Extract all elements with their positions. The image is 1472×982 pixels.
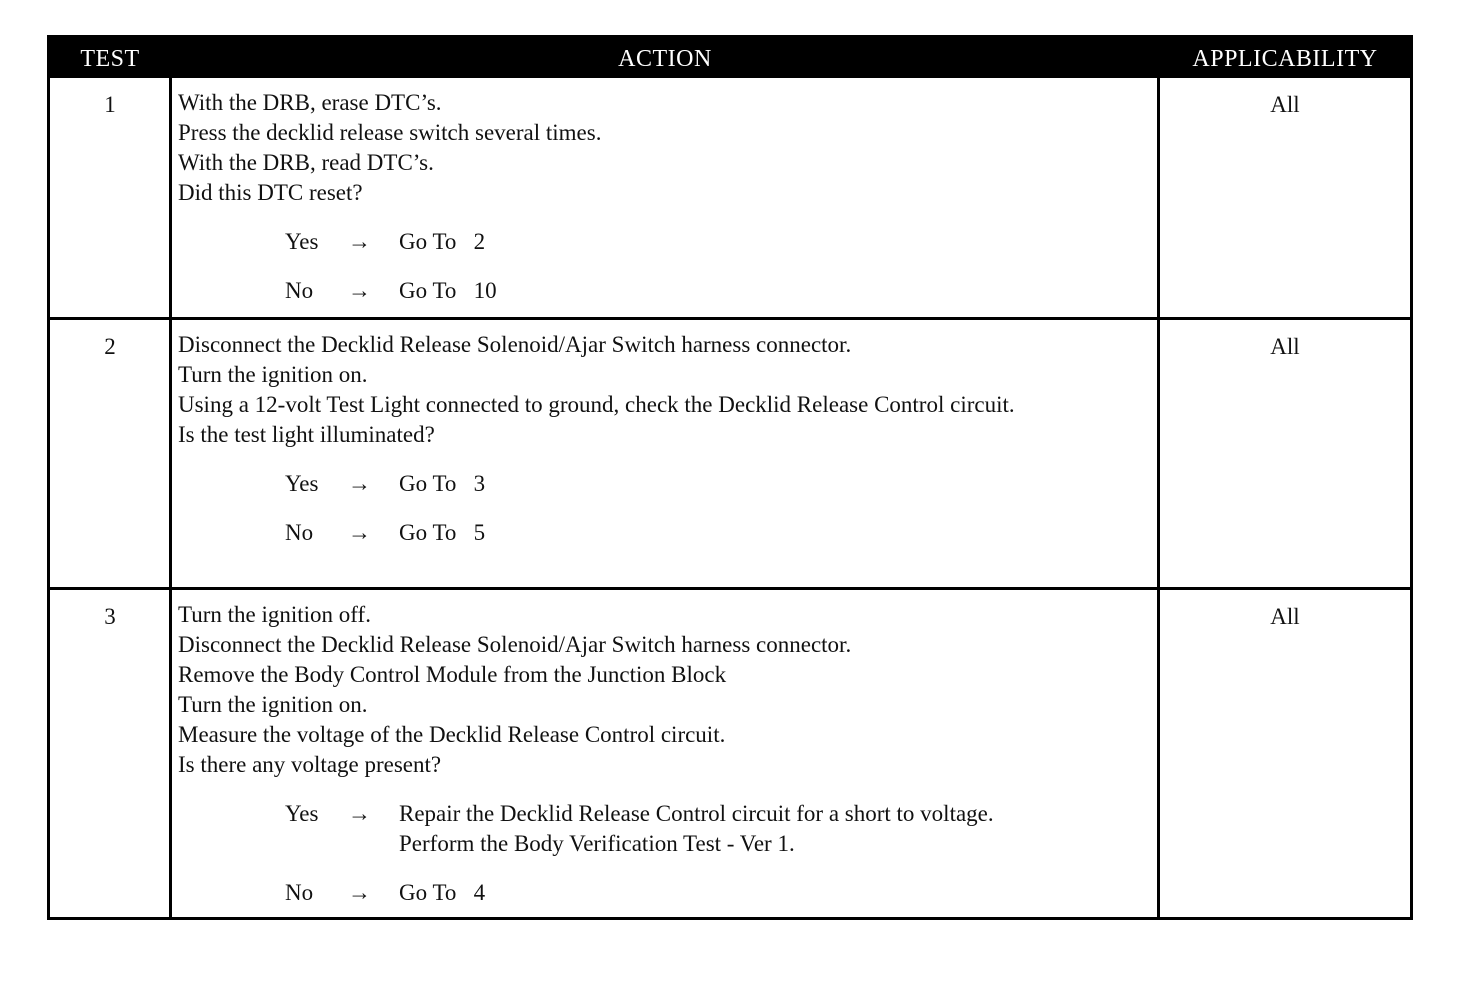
action-cell xyxy=(178,88,1158,306)
no-branch xyxy=(178,276,1158,306)
applicability-value: All xyxy=(1270,92,1300,117)
applicability-value: All xyxy=(1270,604,1300,629)
action-cell xyxy=(178,330,1158,548)
table-row xyxy=(50,590,1410,917)
yes-label: Yes xyxy=(285,229,319,254)
action-line: Disconnect the Decklid Release Solenoid/Ajar Switch harness connector. xyxy=(178,632,852,657)
arrow-icon: → xyxy=(348,520,371,545)
header-test: TEST xyxy=(80,46,140,72)
no-branch xyxy=(178,878,1158,908)
action-line: Turn the ignition off. xyxy=(178,602,371,627)
action-line: With the DRB, erase DTC’s. xyxy=(178,90,442,115)
action-line: Is the test light illuminated? xyxy=(178,422,435,447)
test-number: 2 xyxy=(104,334,116,359)
table-row xyxy=(50,78,1410,317)
yes-result: Go To 3 xyxy=(399,471,486,496)
action-line: Turn the ignition on. xyxy=(178,692,368,717)
action-line: With the DRB, read DTC’s. xyxy=(178,150,434,175)
header-action: ACTION xyxy=(618,46,712,72)
arrow-icon: → xyxy=(348,229,371,254)
action-cell xyxy=(178,600,1158,908)
table-row xyxy=(50,320,1410,587)
action-line: Measure the voltage of the Decklid Release Control circuit. xyxy=(178,722,726,747)
yes-result: Go To 2 xyxy=(399,229,486,254)
yes-result-line: Repair the Decklid Release Control circuit for a short to voltage. xyxy=(399,801,994,826)
diagnostic-test-table xyxy=(47,35,1413,920)
no-label: No xyxy=(285,520,314,545)
action-line: Is there any voltage present? xyxy=(178,752,442,777)
no-result: Go To 4 xyxy=(399,880,486,905)
action-line: Turn the ignition on. xyxy=(178,362,368,387)
action-line: Using a 12-volt Test Light connected to ground, check the Decklid Release Control circuit. xyxy=(178,392,1015,417)
arrow-icon: → xyxy=(348,801,371,826)
applicability-value: All xyxy=(1270,334,1300,359)
action-line: Press the decklid release switch several times. xyxy=(178,120,602,145)
yes-branch xyxy=(178,469,1158,499)
arrow-icon: → xyxy=(348,880,371,905)
test-number: 3 xyxy=(104,604,116,629)
yes-result-line: Perform the Body Verification Test - Ver 1. xyxy=(399,831,795,856)
yes-branch xyxy=(178,227,1158,257)
action-line: Disconnect the Decklid Release Solenoid/Ajar Switch harness connector. xyxy=(178,332,852,357)
yes-label: Yes xyxy=(285,801,319,826)
test-number: 1 xyxy=(104,92,116,117)
table-header xyxy=(50,38,1410,78)
no-result: Go To 10 xyxy=(399,278,497,303)
no-result: Go To 5 xyxy=(399,520,486,545)
no-branch xyxy=(178,518,1158,548)
action-line: Remove the Body Control Module from the Junction Block xyxy=(178,662,727,687)
header-applicability: APPLICABILITY xyxy=(1192,46,1378,72)
arrow-icon: → xyxy=(348,278,371,303)
yes-label: Yes xyxy=(285,471,319,496)
arrow-icon: → xyxy=(348,471,371,496)
yes-branch xyxy=(178,799,1158,859)
action-line: Did this DTC reset? xyxy=(178,180,363,205)
yes-result xyxy=(399,799,1169,859)
no-label: No xyxy=(285,278,314,303)
no-label: No xyxy=(285,880,314,905)
